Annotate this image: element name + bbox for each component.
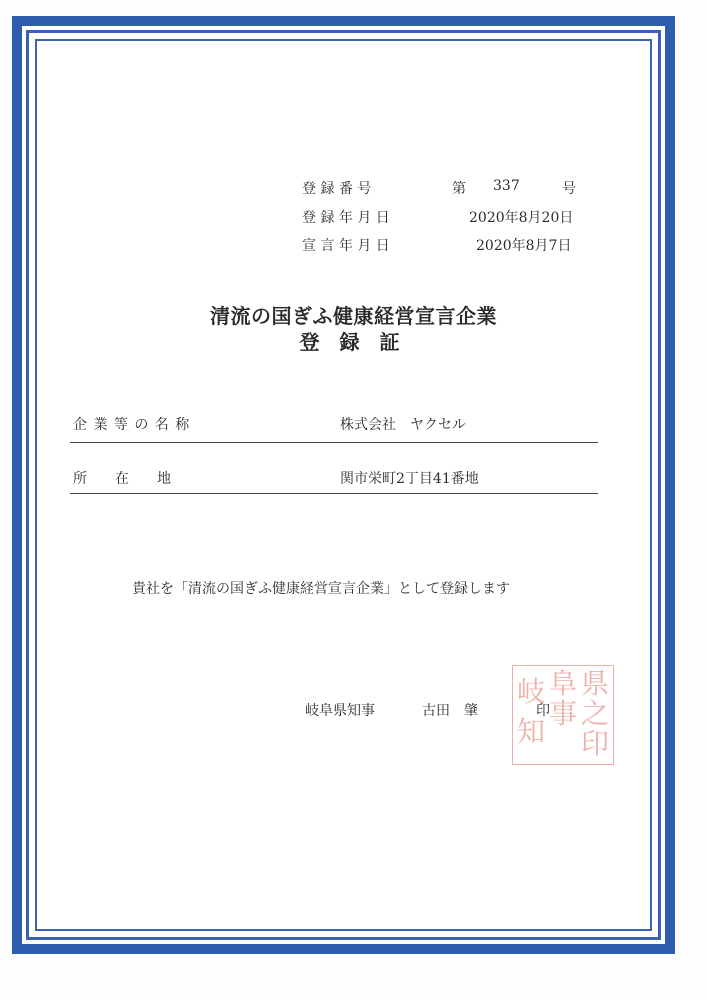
signer-name: 古田 肇	[422, 703, 478, 719]
signer-title: 岐阜県知事	[305, 703, 375, 719]
seal-glyph: 事	[549, 697, 578, 730]
seal-glyph: 阜	[549, 667, 578, 700]
seal-glyph: 印	[581, 727, 610, 760]
certificate-title: 清流の国ぎふ健康経営宣言企業	[210, 304, 497, 328]
seal-glyph: 県	[581, 667, 610, 700]
declaration-date-label: 宣 言 年 月 日	[302, 238, 390, 254]
registration-date-value: 2020年8月20日	[469, 210, 574, 226]
registration-number-suffix: 号	[562, 181, 576, 197]
declaration-date-value: 2020年8月7日	[476, 238, 572, 254]
seal-glyph: 之	[581, 697, 610, 730]
address-label: 所 在 地	[73, 471, 171, 487]
certificate-subtitle: 登 録 証	[299, 330, 400, 354]
seal-glyph: 知	[517, 715, 546, 748]
official-seal-stamp	[512, 665, 614, 765]
seal-mark: 印	[536, 703, 550, 719]
registration-date-label: 登 録 年 月 日	[302, 210, 390, 226]
divider	[70, 442, 598, 443]
seal-glyph: 岐	[517, 675, 546, 708]
address-value: 関市栄町2丁目41番地	[340, 471, 479, 487]
company-name-value: 株式会社 ヤクセル	[340, 417, 466, 433]
registration-number-label: 登 録 番 号	[302, 181, 372, 197]
company-name-label: 企 業 等 の 名 称	[73, 417, 191, 433]
registration-number-prefix: 第	[452, 181, 466, 197]
divider	[70, 493, 598, 494]
registration-statement: 貴社を「清流の国ぎふ健康経営宣言企業」として登録します	[132, 581, 510, 597]
registration-number-value: 337	[493, 178, 520, 194]
